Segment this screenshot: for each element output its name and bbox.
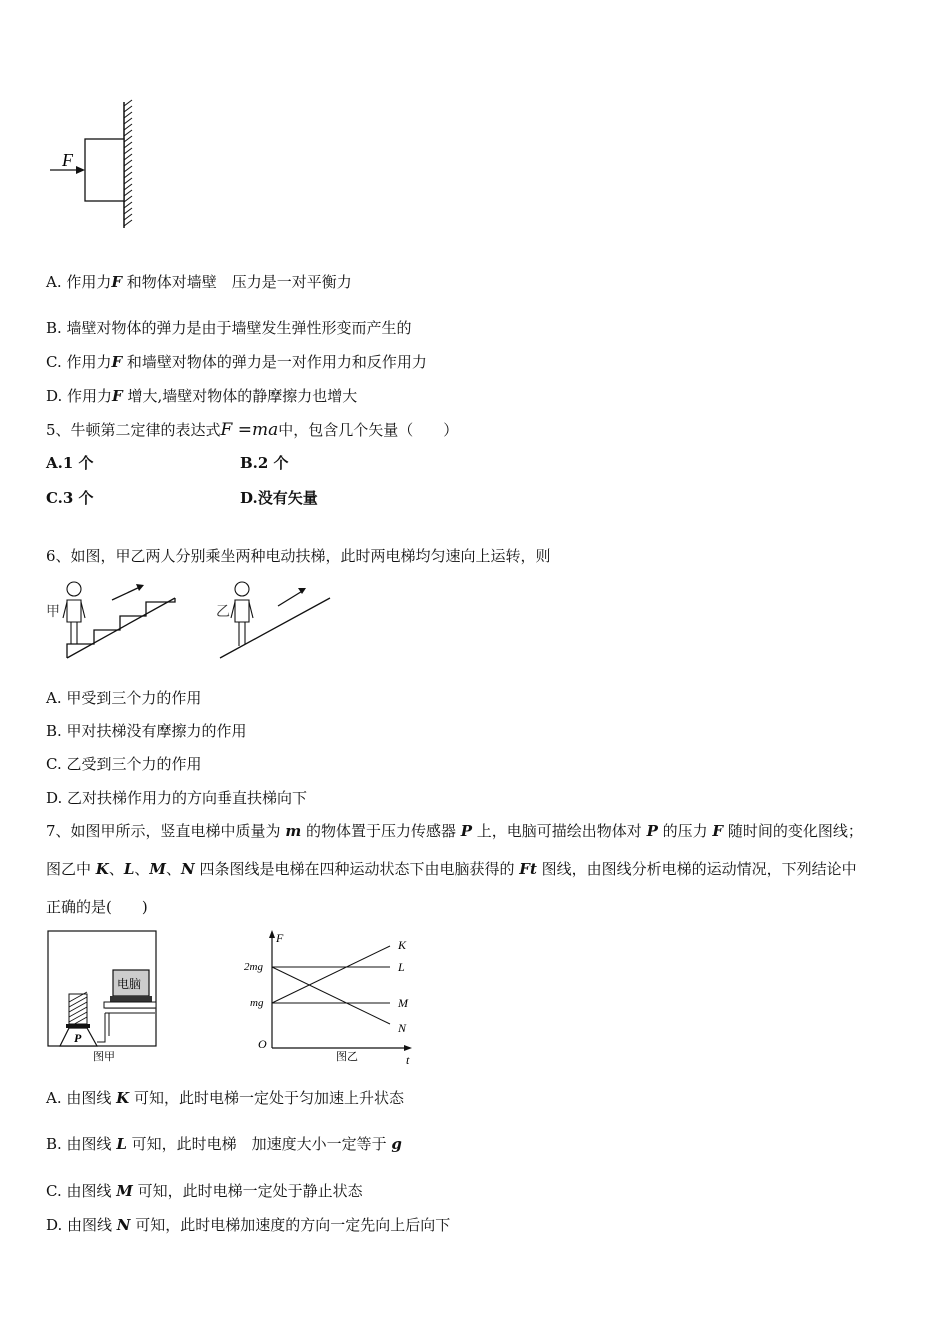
q6-option-d[interactable]: D. 乙对扶梯作用力的方向垂直扶梯向下 — [46, 789, 308, 807]
q4-option-a[interactable]: A. 作用力F 和物体对墙壁 压力是一对平衡力 — [46, 273, 352, 291]
q5-option-c[interactable]: C.3 个 — [46, 489, 94, 507]
label-L: L — [398, 960, 405, 974]
q7-stem-line3: 正确的是( ) — [46, 898, 148, 916]
q4-option-b[interactable]: B. 墙壁对物体的弹力是由于墙壁发生弹性形变而产生的 — [46, 319, 412, 337]
q7-stem-line1: 7、如图甲所示，竖直电梯中质量为 m 的物体置于压力传感器 P 上，电脑可描绘出物体对 P 的压力 F 随时间的变化图线； — [46, 822, 863, 840]
caption-jia: 图甲 — [93, 1051, 115, 1063]
person-jia-icon — [63, 582, 85, 644]
tick-2mg: 2mg — [244, 961, 263, 973]
sensor-label: P — [74, 1031, 82, 1045]
x-axis-label: t — [406, 1053, 410, 1067]
force-label: F — [62, 150, 73, 170]
wall-block-figure — [40, 100, 150, 235]
y-axis-label: F — [276, 931, 284, 945]
label-N: N — [398, 1021, 407, 1035]
q7-stem-line2: 图乙中 K、L、M、N 四条图线是电梯在四种运动状态下由电脑获得的 Ft 图线，由图线分析电梯的运动情况，下列结论中 — [46, 860, 857, 878]
escalator-jia-figure — [44, 578, 184, 663]
q7-option-c[interactable]: C. 由图线 M 可知，此时电梯一定处于静止状态 — [46, 1182, 363, 1200]
computer-label: 电脑 — [117, 977, 142, 991]
q5-option-b[interactable]: B.2 个 — [240, 454, 289, 472]
q5-option-d[interactable]: D.没有矢量 — [240, 489, 318, 507]
caption-yi: 图乙 — [336, 1051, 358, 1063]
q7-option-b[interactable]: B. 由图线 L 可知，此时电梯 加速度大小一定等于 g — [46, 1135, 402, 1153]
label-jia: 甲 — [46, 605, 60, 620]
tick-mg: mg — [250, 997, 264, 1009]
elevator-figure-jia — [47, 930, 159, 1065]
q7-option-d[interactable]: D. 由图线 N 可知，此时电梯加速度的方向一定先向上后向下 — [46, 1216, 451, 1234]
q6-option-a[interactable]: A. 甲受到三个力的作用 — [46, 689, 202, 707]
origin-label: O — [258, 1037, 267, 1051]
line-K — [272, 946, 390, 1003]
q6-option-c[interactable]: C. 乙受到三个力的作用 — [46, 755, 202, 773]
q6-stem: 6、如图，甲乙两人分别乘坐两种电动扶梯，此时两电梯均匀速向上运转，则 — [46, 547, 551, 565]
q5-option-a[interactable]: A.1 个 — [46, 454, 94, 472]
q6-option-b[interactable]: B. 甲对扶梯没有摩擦力的作用 — [46, 722, 247, 740]
q5-stem: 5、牛顿第二定律的表达式F =ma中，包含几个矢量（ ） — [46, 420, 459, 440]
force-time-graph — [240, 928, 420, 1068]
escalator-yi-figure — [214, 578, 334, 663]
line-N — [272, 967, 390, 1024]
q4-option-c[interactable]: C. 作用力F 和墙壁对物体的弹力是一对作用力和反作用力 — [46, 353, 427, 371]
q4-option-d[interactable]: D. 作用力F 增大,墙壁对物体的静摩擦力也增大 — [46, 387, 358, 405]
q7-option-a[interactable]: A. 由图线 K 可知，此时电梯一定处于匀加速上升状态 — [46, 1089, 404, 1107]
label-K: K — [398, 938, 407, 952]
person-yi-icon — [231, 582, 253, 646]
label-yi: 乙 — [216, 605, 230, 620]
label-M: M — [398, 996, 408, 1010]
